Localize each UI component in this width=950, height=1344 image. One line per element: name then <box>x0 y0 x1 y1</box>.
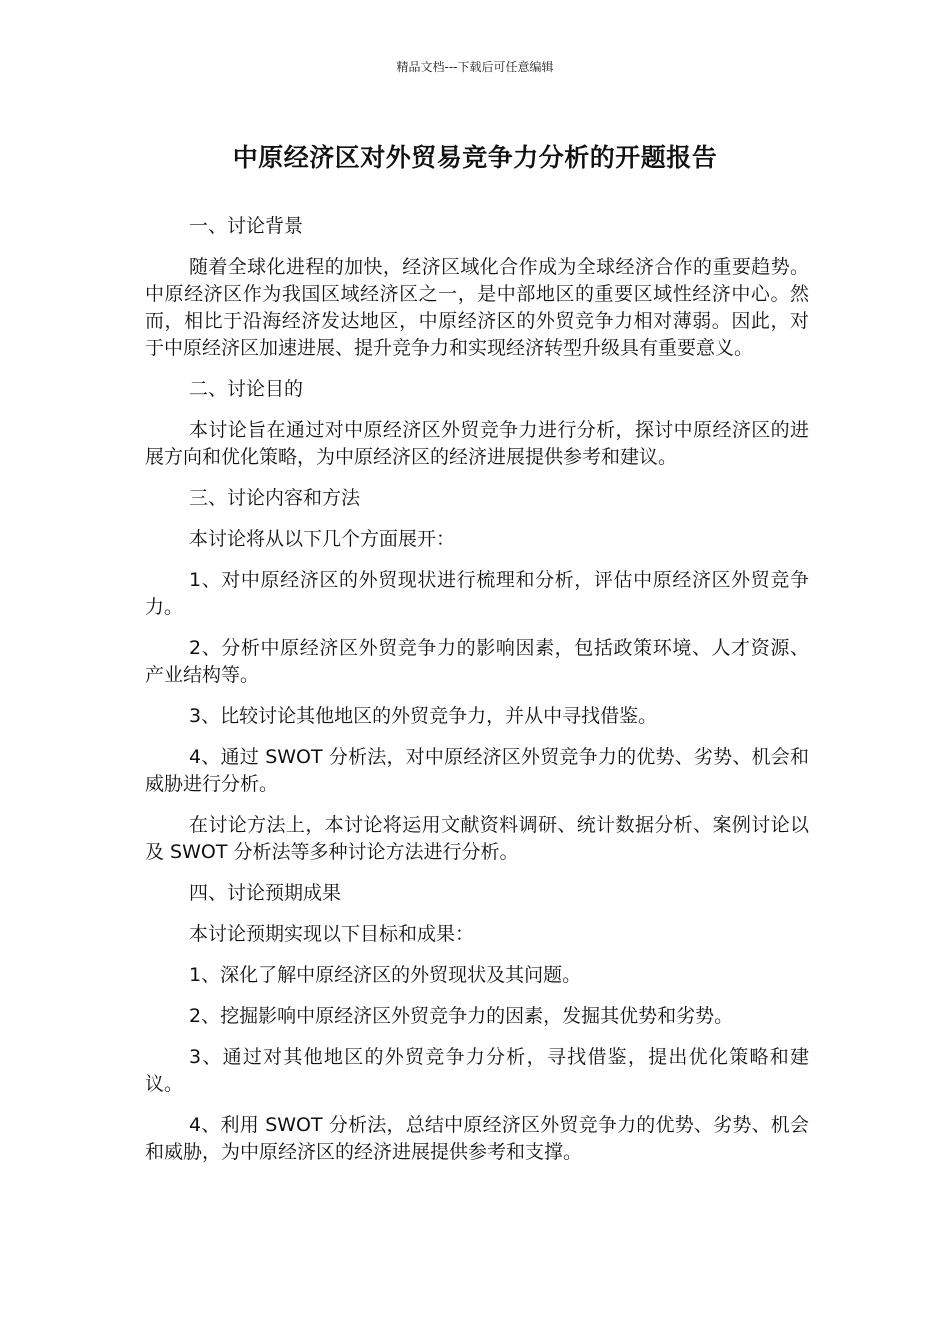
page-header-note: 精品文档---下载后可任意编辑 <box>396 60 554 74</box>
result-item-2: 2、挖掘影响中原经济区外贸竞争力的因素，发掘其优势和劣势。 <box>189 1005 734 1027</box>
content-item-4: 4、通过 SWOT 分析法，对中原经济区外贸竞争力的优势、劣势、机会和威胁进行分析。 <box>145 746 809 795</box>
results-intro-paragraph: 本讨论预期实现以下目标和成果： <box>189 923 475 945</box>
result-item-3: 3、通过对其他地区的外贸竞争力分析，寻找借鉴，提出优化策略和建议。 <box>145 1046 809 1095</box>
section-heading-content-method: 三、讨论内容和方法 <box>189 487 361 509</box>
background-paragraph: 随着全球化进程的加快，经济区域化合作成为全球经济合作的重要趋势。中原经济区作为我国区域经济区之一，是中部地区的重要区域性经济中心。然而，相比于沿海经济发达地区，中原经济区的外贸竞争力相对薄弱。因此，对于中原经济区加速进展、提升竞争力和实现经济转型升级具有重要意义。 <box>145 256 809 359</box>
result-item-4: 4、利用 SWOT 分析法，总结中原经济区外贸竞争力的优势、劣势、机会和威胁，为中原经济区的经济进展提供参考和支撑。 <box>145 1114 809 1163</box>
content-item-3: 3、比较讨论其他地区的外贸竞争力，并从中寻找借鉴。 <box>189 705 658 727</box>
content-item-1: 1、对中原经济区的外贸现状进行梳理和分析，评估中原经济区外贸竞争力。 <box>145 569 809 618</box>
result-item-1: 1、深化了解中原经济区的外贸现状及其问题。 <box>189 964 582 986</box>
purpose-paragraph: 本讨论旨在通过对中原经济区外贸竞争力进行分析，探讨中原经济区的进展方向和优化策略，为中原经济区的经济进展提供参考和建议。 <box>145 419 809 468</box>
method-paragraph: 在讨论方法上，本讨论将运用文献资料调研、统计数据分析、案例讨论以及 SWOT 分析法等多种讨论方法进行分析。 <box>145 814 809 863</box>
document-title: 中原经济区对外贸易竞争力分析的开题报告 <box>232 143 718 172</box>
section-heading-purpose: 二、讨论目的 <box>189 378 304 400</box>
content-intro-paragraph: 本讨论将从以下几个方面展开： <box>189 528 456 550</box>
content-item-2: 2、分析中原经济区外贸竞争力的影响因素，包括政策环境、人才资源、产业结构等。 <box>145 637 809 686</box>
document-body <box>145 213 809 1180</box>
section-heading-expected-results: 四、讨论预期成果 <box>189 882 342 904</box>
section-heading-background: 一、讨论背景 <box>189 215 304 237</box>
